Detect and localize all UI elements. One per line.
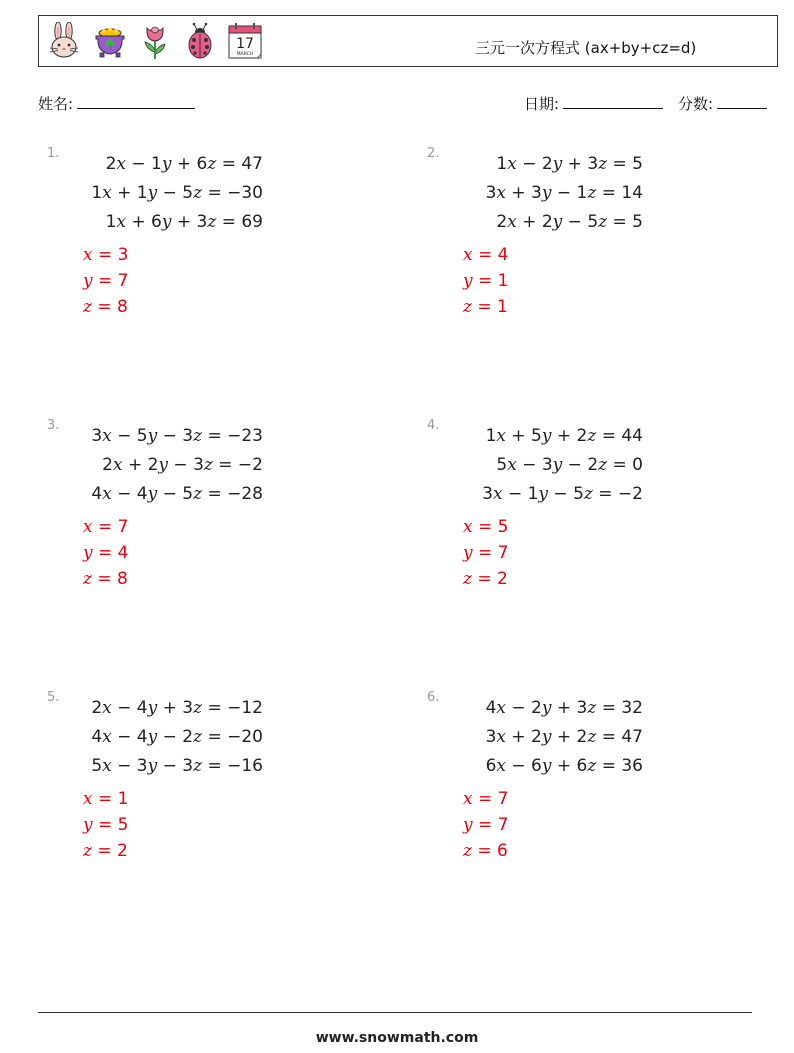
- equation-term: − 6: [505, 756, 542, 776]
- equation: [453, 422, 643, 451]
- equation-term: 1: [105, 212, 117, 232]
- equation: [453, 451, 643, 480]
- equation-term: − 5: [562, 212, 599, 232]
- problem-number: 1.: [47, 146, 60, 161]
- equation: [73, 422, 263, 451]
- answer-term: = 7: [92, 517, 129, 537]
- date-label: 日期:: [524, 95, 560, 113]
- problem-2: [427, 146, 727, 386]
- variable-y: y: [83, 543, 93, 563]
- answer-term: = 1: [92, 789, 129, 809]
- answer-y: [463, 540, 508, 566]
- equation-term: = −2: [212, 455, 263, 475]
- answer-z: [83, 838, 128, 864]
- answer-y: [83, 540, 128, 566]
- problem-1: [47, 146, 347, 386]
- equation-system: [73, 694, 263, 781]
- equation-term: 6: [485, 756, 497, 776]
- equation-system: [73, 150, 263, 237]
- equation-term: + 1: [111, 183, 148, 203]
- equation-term: − 1: [125, 154, 162, 174]
- equation-term: − 2: [157, 727, 194, 747]
- equation-term: − 5: [548, 484, 584, 504]
- answer-term: = 1: [472, 271, 509, 291]
- variable-y: y: [158, 455, 169, 475]
- equation: [73, 752, 263, 781]
- answer-y: [463, 268, 508, 294]
- answer-term: = 1: [471, 297, 508, 317]
- pot-of-gold-icon: [92, 22, 128, 60]
- variable-y: y: [541, 183, 552, 203]
- variable-x: x: [116, 212, 126, 232]
- equation: [453, 179, 643, 208]
- answer-z: [463, 294, 508, 320]
- equation-term: 3: [485, 183, 497, 203]
- variable-x: x: [83, 517, 93, 537]
- svg-text:17: 17: [236, 36, 254, 52]
- variable-z: z: [193, 426, 203, 446]
- equation-term: + 3: [562, 154, 599, 174]
- variable-z: z: [193, 698, 203, 718]
- equation-term: − 4: [111, 484, 148, 504]
- equation-term: + 2: [551, 727, 588, 747]
- answer-y: [463, 812, 508, 838]
- problem-5: [47, 690, 347, 930]
- variable-z: z: [193, 484, 203, 504]
- variable-x: x: [463, 245, 473, 265]
- variable-y: y: [463, 543, 473, 563]
- equation-term: + 6: [171, 154, 208, 174]
- equation-term: 5: [496, 455, 508, 475]
- equation-term: − 5: [157, 183, 194, 203]
- problem-6: [427, 690, 727, 930]
- equation-term: − 4: [111, 727, 148, 747]
- problem-3: [47, 418, 347, 658]
- answer-term: = 8: [91, 569, 128, 589]
- answer-term: = 7: [472, 543, 509, 563]
- answer-x: [83, 242, 128, 268]
- equation: [73, 694, 263, 723]
- variable-y: y: [147, 484, 158, 504]
- variable-x: x: [507, 455, 517, 475]
- equation-term: = −12: [202, 698, 263, 718]
- variable-x: x: [102, 727, 112, 747]
- equation: [73, 208, 263, 237]
- variable-x: x: [496, 698, 506, 718]
- variable-z: z: [193, 727, 203, 747]
- equation-term: = 5: [607, 154, 643, 174]
- variable-x: x: [492, 484, 503, 504]
- equation-term: + 5: [505, 426, 542, 446]
- variable-z: z: [587, 426, 597, 446]
- equation: [453, 480, 643, 509]
- footer-divider: [38, 1012, 752, 1013]
- variable-y: y: [552, 455, 563, 475]
- variable-y: y: [147, 727, 158, 747]
- answer-z: [463, 566, 508, 592]
- equation-term: = 0: [607, 455, 643, 475]
- variable-z: z: [207, 212, 217, 232]
- variable-x: x: [116, 154, 126, 174]
- answer-x: [83, 514, 128, 540]
- variable-x: x: [102, 183, 112, 203]
- variable-z: z: [587, 727, 597, 747]
- variable-z: z: [463, 841, 472, 861]
- variable-x: x: [463, 517, 473, 537]
- worksheet-title: 三元一次方程式 (ax+by+cz=d): [475, 39, 697, 57]
- equation-system: [453, 422, 643, 509]
- variable-x: x: [496, 727, 506, 747]
- equation-term: 3: [91, 426, 103, 446]
- equation-term: 2: [105, 154, 117, 174]
- equation-system: [73, 422, 263, 509]
- variable-y: y: [161, 154, 172, 174]
- problem-number: 5.: [47, 690, 60, 705]
- variable-y: y: [541, 698, 552, 718]
- equation-term: − 2: [505, 698, 542, 718]
- answer-key: [83, 786, 128, 864]
- equation-term: − 1: [502, 484, 539, 504]
- variable-z: z: [463, 569, 472, 589]
- equation-term: = 47: [216, 154, 263, 174]
- equation-term: − 1: [551, 183, 588, 203]
- equation-term: = 14: [596, 183, 643, 203]
- equation-term: 4: [91, 484, 103, 504]
- equation-term: = 32: [596, 698, 643, 718]
- date-blank[interactable]: [563, 94, 663, 109]
- equation-term: = −20: [202, 727, 263, 747]
- equation-term: = 69: [216, 212, 263, 232]
- variable-y: y: [147, 183, 158, 203]
- variable-y: y: [552, 154, 563, 174]
- variable-z: z: [587, 756, 597, 776]
- answer-x: [83, 786, 128, 812]
- equation-term: 3: [485, 727, 497, 747]
- answer-key: [463, 514, 508, 592]
- variable-z: z: [583, 484, 593, 504]
- equation-term: − 3: [157, 426, 194, 446]
- answer-key: [83, 242, 128, 320]
- equation-term: = −30: [202, 183, 263, 203]
- equation-term: = −16: [202, 756, 263, 776]
- equation-term: + 3: [157, 698, 194, 718]
- equation: [73, 150, 263, 179]
- variable-y: y: [147, 426, 158, 446]
- variable-y: y: [83, 815, 93, 835]
- answer-key: [83, 514, 128, 592]
- equation-term: − 5: [157, 484, 194, 504]
- svg-text:MARCH: MARCH: [236, 52, 254, 57]
- equation-term: + 2: [122, 455, 159, 475]
- equation-term: 5: [91, 756, 103, 776]
- equation-term: + 2: [516, 212, 553, 232]
- equation-term: − 2: [562, 455, 599, 475]
- answer-term: = 5: [472, 517, 509, 537]
- ladybug-icon: [182, 22, 218, 60]
- equation-term: 1: [485, 426, 497, 446]
- tulip-icon: [137, 22, 173, 60]
- header-icons: [47, 22, 263, 60]
- equation-term: 2: [102, 455, 113, 475]
- answer-z: [83, 294, 128, 320]
- variable-z: z: [207, 154, 217, 174]
- equation-term: 4: [485, 698, 497, 718]
- equation-term: + 6: [125, 212, 162, 232]
- variable-x: x: [507, 154, 517, 174]
- variable-y: y: [541, 756, 552, 776]
- answer-y: [83, 268, 128, 294]
- answer-term: = 4: [472, 245, 509, 265]
- variable-x: x: [496, 183, 506, 203]
- answer-term: = 2: [91, 841, 128, 861]
- variable-x: x: [102, 756, 112, 776]
- variable-z: z: [598, 154, 608, 174]
- equation-term: 1: [496, 154, 508, 174]
- variable-z: z: [598, 455, 608, 475]
- score-label: 分数:: [678, 95, 714, 113]
- score-blank[interactable]: [717, 94, 767, 109]
- equation-term: = 5: [607, 212, 643, 232]
- variable-y: y: [463, 815, 473, 835]
- variable-z: z: [193, 183, 203, 203]
- variable-x: x: [496, 756, 506, 776]
- variable-z: z: [598, 212, 608, 232]
- equation-term: − 3: [157, 756, 194, 776]
- variable-y: y: [541, 727, 552, 747]
- variable-x: x: [83, 789, 93, 809]
- equation-term: 1: [91, 183, 103, 203]
- variable-x: x: [83, 245, 93, 265]
- answer-term: = 4: [92, 543, 129, 563]
- equation-term: + 3: [505, 183, 542, 203]
- equation-term: = −28: [202, 484, 263, 504]
- variable-y: y: [541, 426, 552, 446]
- problem-number: 3.: [47, 418, 60, 433]
- equation-term: = 36: [596, 756, 643, 776]
- name-field: [38, 93, 195, 114]
- equation: [73, 480, 263, 509]
- date-field: [524, 93, 663, 114]
- problem-number: 2.: [427, 146, 440, 161]
- equation: [453, 150, 643, 179]
- variable-y: y: [83, 271, 93, 291]
- variable-y: y: [538, 484, 549, 504]
- equation-term: − 2: [516, 154, 553, 174]
- equation: [73, 723, 263, 752]
- variable-z: z: [193, 756, 203, 776]
- variable-x: x: [102, 484, 112, 504]
- variable-z: z: [203, 455, 213, 475]
- equation: [73, 451, 263, 480]
- answer-x: [463, 514, 508, 540]
- variable-x: x: [507, 212, 517, 232]
- answer-term: = 5: [92, 815, 129, 835]
- equation-term: − 3: [111, 756, 148, 776]
- variable-z: z: [83, 297, 92, 317]
- variable-x: x: [102, 426, 112, 446]
- variable-x: x: [463, 789, 473, 809]
- variable-z: z: [83, 841, 92, 861]
- equation-term: + 2: [551, 426, 588, 446]
- variable-z: z: [587, 698, 597, 718]
- answer-key: [463, 786, 508, 864]
- answer-term: = 7: [472, 789, 509, 809]
- answer-term: = 7: [92, 271, 129, 291]
- equation-term: + 3: [171, 212, 208, 232]
- equation-term: + 6: [551, 756, 588, 776]
- worksheet-header: [38, 15, 778, 67]
- answer-key: [463, 242, 508, 320]
- footer-url: www.snowmath.com: [315, 1030, 479, 1046]
- problem-number: 6.: [427, 690, 440, 705]
- equation: [453, 208, 643, 237]
- equation-term: − 3: [168, 455, 204, 475]
- name-label: 姓名:: [38, 95, 74, 113]
- answer-term: = 7: [472, 815, 509, 835]
- answer-x: [463, 786, 508, 812]
- answer-term: = 8: [91, 297, 128, 317]
- variable-x: x: [112, 455, 123, 475]
- equation-term: − 4: [111, 698, 148, 718]
- problem-number: 4.: [427, 418, 440, 433]
- variable-z: z: [463, 297, 472, 317]
- answer-y: [83, 812, 128, 838]
- variable-y: y: [147, 756, 158, 776]
- answer-term: = 2: [471, 569, 508, 589]
- answer-z: [463, 838, 508, 864]
- variable-y: y: [463, 271, 473, 291]
- problem-4: [427, 418, 727, 658]
- equation-term: + 2: [505, 727, 542, 747]
- score-field: [678, 93, 767, 114]
- calendar-icon: [227, 22, 263, 60]
- answer-x: [463, 242, 508, 268]
- variable-x: x: [102, 698, 112, 718]
- answer-term: = 3: [92, 245, 129, 265]
- variable-z: z: [587, 183, 597, 203]
- equation-term: = 44: [596, 426, 643, 446]
- equation: [453, 723, 643, 752]
- equation-system: [453, 150, 643, 237]
- answer-term: = 6: [471, 841, 508, 861]
- name-blank[interactable]: [77, 94, 195, 109]
- equation-term: + 3: [551, 698, 588, 718]
- equation-system: [453, 694, 643, 781]
- equation-term: 2: [496, 212, 508, 232]
- equation: [453, 752, 643, 781]
- variable-y: y: [552, 212, 563, 232]
- equation: [73, 179, 263, 208]
- equation-term: 2: [91, 698, 103, 718]
- equation-term: = −2: [592, 484, 643, 504]
- rabbit-icon: [47, 22, 83, 60]
- equation-term: − 5: [111, 426, 148, 446]
- equation-term: = 47: [596, 727, 643, 747]
- equation-term: 4: [91, 727, 103, 747]
- variable-x: x: [496, 426, 506, 446]
- equation-term: − 3: [516, 455, 553, 475]
- equation-term: = −23: [202, 426, 263, 446]
- variable-y: y: [161, 212, 172, 232]
- equation: [453, 694, 643, 723]
- variable-z: z: [83, 569, 92, 589]
- equation-term: 3: [482, 484, 493, 504]
- variable-y: y: [147, 698, 158, 718]
- answer-z: [83, 566, 128, 592]
